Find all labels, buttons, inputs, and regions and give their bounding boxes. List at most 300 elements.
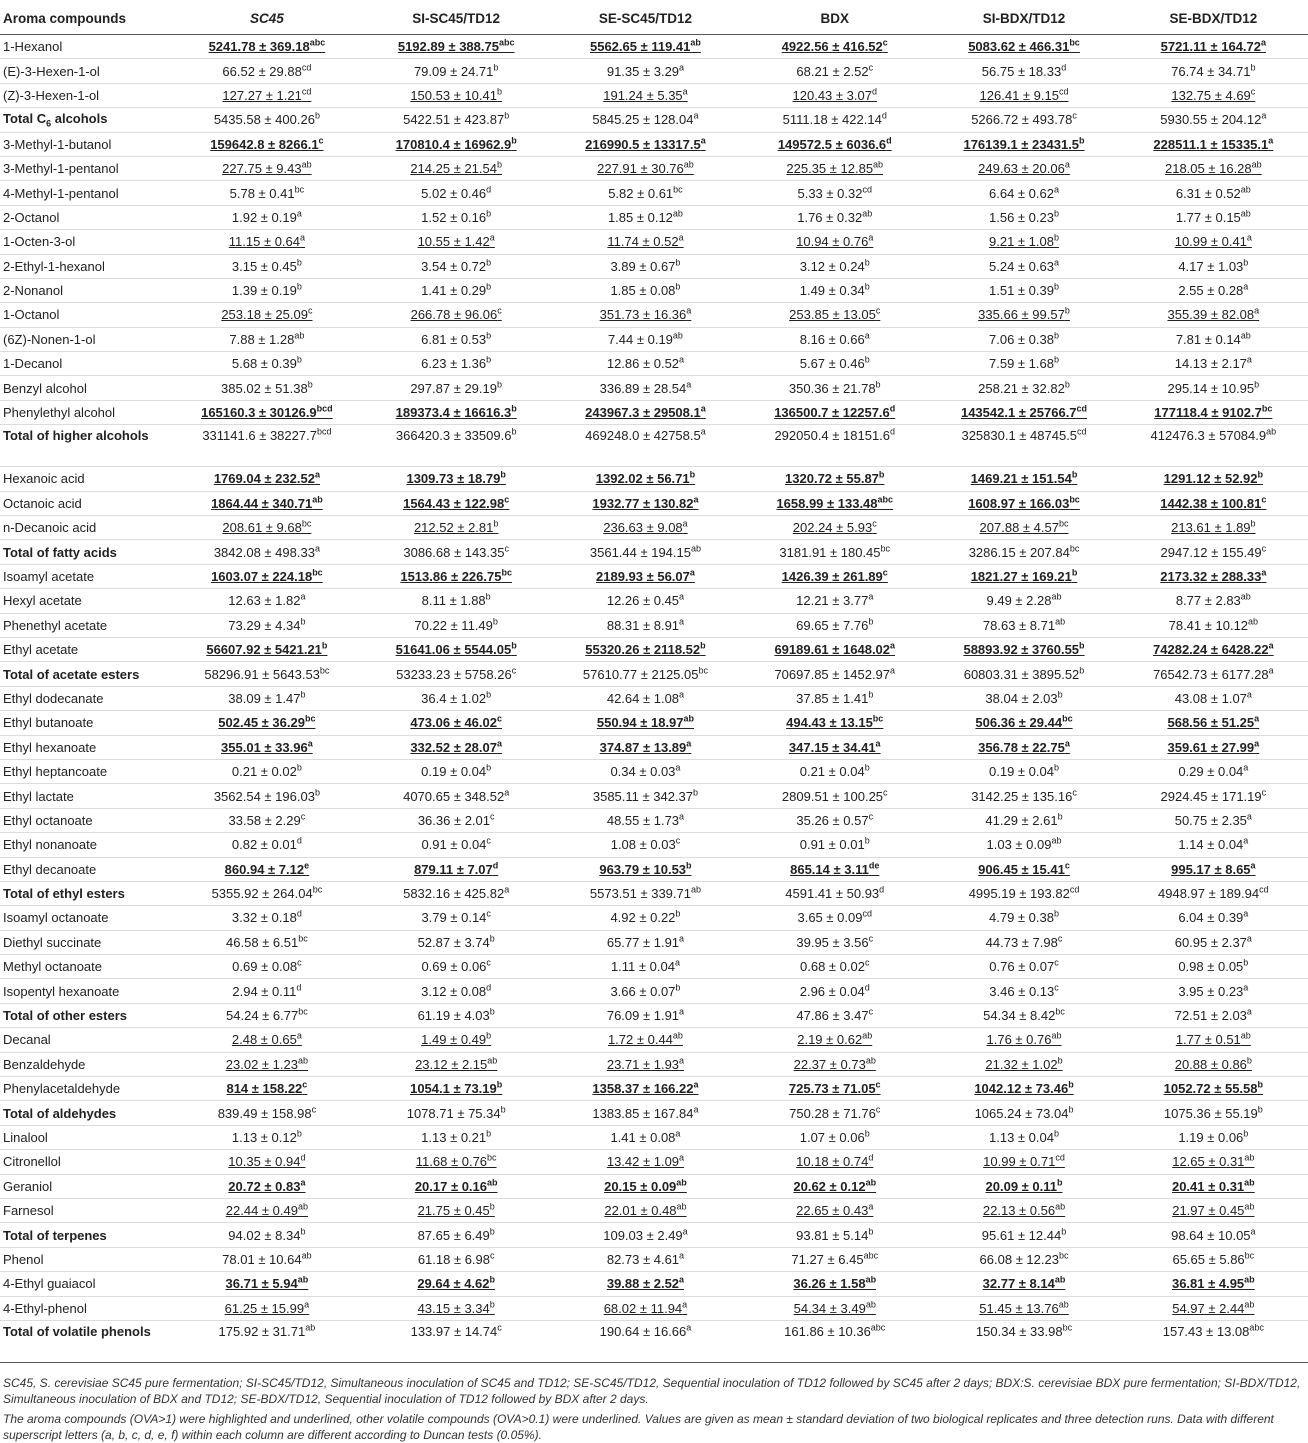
value-cell — [551, 376, 740, 400]
significance-letters: a — [1246, 354, 1252, 365]
significance-letters: bc — [1058, 1250, 1069, 1261]
value-cell — [929, 613, 1118, 637]
significance-letters: b — [1053, 762, 1059, 773]
significance-letters: c — [1054, 982, 1059, 993]
mean-sd-value: 1052.72 ± 55.58 — [1163, 1081, 1258, 1097]
mean-sd-value: 1.41 ± 0.29 — [421, 283, 487, 299]
significance-letters: b — [1057, 811, 1063, 822]
mean-sd-value: 356.78 ± 22.75 — [978, 739, 1065, 755]
significance-letters: b — [864, 835, 870, 846]
table-row — [0, 1003, 1308, 1027]
compound-name: Hexanoic acid — [0, 467, 172, 491]
value-cell — [362, 1125, 551, 1149]
significance-letters: a — [1250, 860, 1256, 871]
significance-letters: a — [1254, 306, 1260, 317]
significance-letters: ab — [691, 884, 702, 895]
value-cell — [740, 784, 929, 808]
mean-sd-value: 1291.12 ± 52.92 — [1163, 471, 1258, 487]
mean-sd-value: 1.13 ± 0.04 — [989, 1129, 1054, 1145]
significance-letters: b — [296, 762, 302, 773]
significance-letters: ab — [672, 1031, 683, 1042]
mean-sd-value: 3.89 ± 0.67 — [610, 258, 676, 274]
value-cell — [740, 327, 929, 351]
mean-sd-value: 350.36 ± 21.78 — [788, 380, 876, 396]
significance-letters: ab — [676, 1177, 687, 1188]
mean-sd-value: 1.41 ± 0.08 — [610, 1129, 676, 1145]
value-cell — [551, 735, 740, 759]
mean-sd-value: 68.02 ± 11.94 — [603, 1300, 683, 1316]
mean-sd-value: 5562.65 ± 119.41 — [589, 39, 691, 55]
value-cell — [362, 881, 551, 905]
significance-letters: ab — [297, 1055, 308, 1066]
value-cell — [740, 1052, 929, 1076]
value-cell — [172, 1223, 361, 1247]
value-cell — [362, 1272, 551, 1296]
value-cell — [551, 1101, 740, 1125]
value-cell — [929, 1320, 1118, 1362]
value-cell — [172, 83, 361, 107]
significance-letters: b — [496, 1079, 503, 1090]
mean-sd-value: 21.75 ± 0.45 — [417, 1203, 490, 1219]
significance-letters: abc — [877, 494, 894, 505]
significance-letters: a — [504, 787, 510, 798]
mean-sd-value: 865.14 ± 3.11 — [790, 861, 869, 877]
value-cell — [740, 425, 929, 467]
significance-letters: a — [864, 330, 870, 341]
compound-name: Benzaldehyde — [0, 1052, 172, 1076]
mean-sd-value: 1.19 ± 0.06 — [1178, 1129, 1244, 1145]
compound-name: 3-Methyl-1-pentanol — [0, 156, 172, 180]
mean-sd-value: 1.03 ± 0.09 — [986, 837, 1052, 853]
header-si-bdx-td12: SI-BDX/TD12 — [929, 6, 1118, 35]
significance-letters: b — [868, 689, 874, 700]
mean-sd-value: 22.65 ± 0.43 — [796, 1203, 869, 1219]
mean-sd-value: 1603.07 ± 224.18 — [211, 569, 313, 584]
significance-letters: ab — [1244, 1201, 1255, 1212]
compound-name: Ethyl octanoate — [0, 808, 172, 832]
significance-letters: b — [1071, 567, 1078, 578]
value-cell — [362, 516, 551, 540]
compound-name: Decanal — [0, 1028, 172, 1052]
compound-name: Ethyl lactate — [0, 784, 172, 808]
mean-sd-value: 190.64 ± 16.66 — [599, 1323, 687, 1339]
compound-name: 4-Ethyl-phenol — [0, 1296, 172, 1320]
significance-letters: bc — [673, 184, 683, 195]
significance-letters: c — [1250, 86, 1256, 97]
table-row — [0, 735, 1308, 759]
significance-letters: b — [1068, 1104, 1074, 1115]
significance-letters: d — [890, 426, 896, 437]
table-row — [0, 613, 1308, 637]
mean-sd-value: 502.45 ± 36.29 — [218, 715, 305, 731]
value-cell — [172, 467, 361, 491]
significance-letters: c — [504, 543, 509, 554]
value-cell — [929, 83, 1118, 107]
significance-letters: a — [1268, 665, 1274, 676]
compound-name: (Z)-3-Hexen-1-ol — [0, 83, 172, 107]
mean-sd-value: 1309.73 ± 18.79 — [406, 471, 501, 487]
mean-sd-value: 7.06 ± 0.38 — [989, 331, 1054, 347]
mean-sd-value: 143542.1 ± 25766.7 — [960, 405, 1077, 421]
significance-letters: ab — [672, 208, 683, 219]
mean-sd-value: 76542.73 ± 6177.28 — [1153, 666, 1269, 682]
significance-letters: cd — [1259, 884, 1269, 895]
value-cell — [740, 857, 929, 881]
mean-sd-value: 4.79 ± 0.38 — [989, 910, 1054, 926]
significance-letters: b — [321, 640, 328, 651]
value-cell — [929, 156, 1118, 180]
mean-sd-value: 54.24 ± 6.77 — [226, 1008, 299, 1024]
mean-sd-value: 12.63 ± 1.82 — [228, 593, 301, 609]
mean-sd-value: 5266.72 ± 493.78 — [971, 112, 1073, 128]
mean-sd-value: 56607.92 ± 5421.21 — [206, 642, 322, 658]
mean-sd-value: 12.86 ± 0.52 — [606, 356, 680, 372]
significance-letters: a — [1246, 933, 1252, 944]
significance-letters: b — [700, 640, 706, 651]
significance-letters: bc — [1069, 543, 1080, 554]
significance-letters: a — [1261, 37, 1267, 48]
mean-sd-value: 325830.1 ± 48745.5 — [961, 428, 1078, 444]
mean-sd-value: 22.01 ± 0.48 — [604, 1203, 677, 1219]
mean-sd-value: 3585.11 ± 342.37 — [592, 788, 694, 804]
mean-sd-value: 36.71 ± 5.94 — [225, 1276, 298, 1292]
value-cell — [172, 1150, 361, 1174]
value-cell — [1119, 254, 1308, 278]
mean-sd-value: 2.96 ± 0.04 — [799, 983, 865, 999]
value-cell — [1119, 1174, 1308, 1198]
mean-sd-value: 66.08 ± 12.23 — [979, 1251, 1059, 1267]
header-bdx: BDX — [740, 6, 929, 35]
significance-letters: b — [300, 689, 306, 700]
value-cell — [172, 1320, 361, 1362]
significance-letters: ab — [294, 330, 305, 341]
significance-letters: a — [1246, 811, 1252, 822]
mean-sd-value: 20.09 ± 0.11 — [985, 1178, 1057, 1194]
compound-name: Phenylacetaldehyde — [0, 1077, 172, 1101]
mean-sd-value: 374.87 ± 13.89 — [599, 739, 687, 755]
mean-sd-value: 3.54 ± 0.72 — [421, 258, 487, 274]
significance-letters: cd — [862, 909, 872, 920]
table-row — [0, 759, 1308, 783]
significance-letters: bc — [301, 518, 312, 529]
value-cell — [1119, 1296, 1308, 1320]
significance-letters: ab — [1055, 616, 1066, 627]
mean-sd-value: 351.73 ± 16.36 — [599, 307, 687, 323]
value-cell — [740, 540, 929, 564]
compound-name: n-Decanoic acid — [0, 516, 172, 540]
mean-sd-value: 65.77 ± 1.91 — [606, 934, 680, 950]
value-cell — [1119, 930, 1308, 954]
value-cell — [551, 784, 740, 808]
value-cell — [172, 400, 361, 424]
mean-sd-value: 176139.1 ± 23431.5 — [963, 136, 1080, 152]
table-row — [0, 979, 1308, 1003]
value-cell — [1119, 1223, 1308, 1247]
compound-name: 1-Octanol — [0, 303, 172, 327]
mean-sd-value: 0.19 ± 0.04 — [989, 764, 1054, 780]
significance-letters: b — [511, 135, 517, 146]
header-se-bdx-td12: SE-BDX/TD12 — [1119, 6, 1308, 35]
value-cell — [929, 491, 1118, 515]
mean-sd-value: 218.05 ± 16.28 — [1164, 161, 1252, 177]
significance-letters: abc — [863, 1250, 879, 1261]
value-cell — [172, 564, 361, 588]
significance-letters: ab — [1240, 330, 1251, 341]
mean-sd-value: 5.02 ± 0.46 — [421, 185, 487, 201]
value-cell — [362, 1052, 551, 1076]
mean-sd-value: 9.21 ± 1.08 — [989, 234, 1054, 250]
value-cell — [362, 1174, 551, 1198]
significance-letters: b — [504, 111, 510, 122]
significance-letters: c — [868, 62, 874, 73]
mean-sd-value: 214.25 ± 21.54 — [410, 161, 497, 177]
significance-letters: b — [1057, 1055, 1063, 1066]
table-row — [0, 1320, 1308, 1362]
mean-sd-value: 1821.27 ± 169.21 — [970, 569, 1072, 584]
value-cell — [1119, 1101, 1308, 1125]
significance-letters: d — [868, 1153, 874, 1164]
mean-sd-value: 3.12 ± 0.08 — [421, 983, 487, 999]
table-row — [0, 881, 1308, 905]
mean-sd-value: 94.02 ± 8.34 — [228, 1227, 301, 1243]
mean-sd-value: 120.43 ± 3.07 — [792, 87, 872, 103]
mean-sd-value: 32.77 ± 8.14 — [982, 1276, 1055, 1292]
significance-letters: ab — [1244, 1177, 1255, 1188]
table-row — [0, 564, 1308, 588]
compound-name: 4-Ethyl guaiacol — [0, 1272, 172, 1296]
significance-letters: b — [864, 1128, 870, 1139]
value-cell — [551, 1272, 740, 1296]
significance-letters: bc — [880, 543, 891, 554]
significance-letters: a — [1243, 909, 1249, 920]
value-cell — [1119, 540, 1308, 564]
value-cell — [551, 230, 740, 254]
significance-letters: b — [1254, 379, 1260, 390]
mean-sd-value: 60803.31 ± 3895.52 — [963, 666, 1080, 682]
significance-letters: d — [296, 909, 302, 920]
significance-letters: a — [682, 518, 688, 529]
value-cell — [551, 156, 740, 180]
mean-sd-value: 22.13 ± 0.56 — [982, 1203, 1056, 1219]
value-cell — [929, 1125, 1118, 1149]
mean-sd-value: 65.65 ± 5.86 — [1172, 1251, 1245, 1267]
mean-sd-value: 253.85 ± 13.05 — [789, 307, 876, 323]
table-row — [0, 955, 1308, 979]
significance-letters: b — [300, 1226, 306, 1237]
table-row — [0, 1052, 1308, 1076]
mean-sd-value: 5.24 ± 0.63 — [989, 258, 1054, 274]
mean-sd-value: 38.09 ± 1.47 — [228, 690, 301, 706]
value-cell — [1119, 400, 1308, 424]
mean-sd-value: 6.64 ± 0.62 — [989, 185, 1054, 201]
mean-sd-value: 82.73 ± 4.61 — [606, 1251, 680, 1267]
table-row — [0, 59, 1308, 83]
significance-letters: ab — [683, 159, 694, 170]
significance-letters: b — [1243, 1128, 1249, 1139]
mean-sd-value: 20.88 ± 0.86 — [1174, 1056, 1247, 1072]
mean-sd-value: 5721.11 ± 164.72 — [1160, 39, 1262, 55]
significance-letters: ab — [297, 1201, 308, 1212]
mean-sd-value: 1.13 ± 0.21 — [421, 1129, 487, 1145]
significance-letters: b — [500, 470, 506, 481]
mean-sd-value: 1.13 ± 0.12 — [231, 1129, 297, 1145]
significance-letters: c — [297, 957, 302, 968]
value-cell — [172, 955, 361, 979]
significance-letters: ab — [676, 1201, 687, 1212]
value-cell — [362, 376, 551, 400]
compound-name: Diethyl succinate — [0, 930, 172, 954]
significance-letters: b — [686, 860, 692, 871]
significance-letters: b — [675, 257, 681, 268]
mean-sd-value: 37.85 ± 1.41 — [796, 690, 869, 706]
significance-letters: cd — [862, 184, 872, 195]
significance-letters: a — [679, 592, 685, 603]
mean-sd-value: 2.48 ± 0.65 — [231, 1032, 297, 1048]
value-cell — [1119, 35, 1308, 59]
mean-sd-value: 1.77 ± 0.15 — [1175, 209, 1241, 225]
table-row — [0, 906, 1308, 930]
mean-sd-value: 2173.32 ± 288.33 — [1160, 569, 1262, 584]
table-row — [0, 930, 1308, 954]
mean-sd-value: 10.99 ± 0.71 — [983, 1154, 1056, 1170]
mean-sd-value: 4948.97 ± 189.94 — [1158, 886, 1260, 902]
value-cell — [362, 979, 551, 1003]
mean-sd-value: 88.31 ± 8.91 — [606, 617, 680, 633]
significance-letters: b — [489, 1006, 495, 1017]
significance-letters: e — [304, 860, 310, 871]
significance-letters: a — [682, 1226, 688, 1237]
significance-letters: b — [314, 111, 320, 122]
value-cell — [1119, 516, 1308, 540]
value-cell — [551, 857, 740, 881]
significance-letters: cd — [301, 62, 312, 73]
significance-letters: c — [486, 957, 491, 968]
value-cell — [1119, 132, 1308, 156]
value-cell — [1119, 303, 1308, 327]
mean-sd-value: 23.02 ± 1.23 — [225, 1056, 298, 1072]
compound-name: Total of higher alcohols — [0, 425, 172, 467]
value-cell — [172, 303, 361, 327]
mean-sd-value: 258.21 ± 32.82 — [978, 380, 1065, 396]
value-cell — [551, 808, 740, 832]
mean-sd-value: 10.99 ± 0.41 — [1174, 234, 1247, 250]
significance-letters: a — [679, 689, 685, 700]
table-row — [0, 327, 1308, 351]
value-cell — [929, 833, 1118, 857]
value-cell — [551, 589, 740, 613]
mean-sd-value: 297.87 ± 29.19 — [410, 380, 497, 396]
significance-letters: ab — [1251, 159, 1262, 170]
significance-letters: a — [693, 111, 699, 122]
value-cell — [740, 83, 929, 107]
value-cell — [1119, 1320, 1308, 1362]
significance-letters: a — [1268, 640, 1274, 651]
value-cell — [929, 808, 1118, 832]
significance-letters: c — [511, 665, 517, 676]
mean-sd-value: 266.78 ± 96.06 — [410, 307, 498, 323]
significance-letters: b — [675, 982, 681, 993]
mean-sd-value: 385.02 ± 51.38 — [221, 380, 308, 396]
value-cell — [929, 425, 1118, 467]
value-cell — [1119, 564, 1308, 588]
compound-name: Total of fatty acids — [0, 540, 172, 564]
significance-letters: a — [1246, 689, 1252, 700]
mean-sd-value: 331141.6 ± 38227.7 — [202, 428, 317, 444]
significance-letters: c — [497, 306, 502, 317]
value-cell — [740, 735, 929, 759]
significance-letters: ab — [1244, 1299, 1255, 1310]
significance-letters: a — [686, 1322, 692, 1333]
table-row — [0, 278, 1308, 302]
significance-letters: a — [679, 62, 685, 73]
value-cell — [551, 833, 740, 857]
significance-letters: a — [1246, 232, 1252, 243]
mean-sd-value: 5435.58 ± 400.26 — [213, 112, 315, 128]
significance-letters: d — [886, 135, 892, 146]
value-cell — [929, 327, 1118, 351]
mean-sd-value: 3.66 ± 0.07 — [610, 983, 676, 999]
value-cell — [362, 1247, 551, 1271]
significance-letters: ab — [1266, 426, 1277, 437]
mean-sd-value: 208.61 ± 9.68 — [222, 520, 302, 536]
mean-sd-value: 906.45 ± 15.41 — [978, 861, 1065, 877]
footnote-abbreviations: SC45, S. cerevisiae SC45 pure fermentation; SI-SC45/TD12, Simultaneous inoculation of SC45 and TD12; SE-SC45/TD12, Sequential inoculation of TD12 followed by SC45 after 2 days; BDX:S. cerevisiae BDX pure fermentation; SI-BDX/TD12, Simultaneous inoculation of BDX and TD12; SE-BDX/TD12, Sequential inoculation of TD12 followed by BDX after 2 days. — [3, 1375, 1301, 1406]
value-cell — [362, 1320, 551, 1362]
mean-sd-value: 3561.44 ± 194.15 — [589, 544, 691, 560]
significance-letters: a — [682, 86, 688, 97]
significance-letters: b — [875, 379, 881, 390]
mean-sd-value: 249.63 ± 20.06 — [978, 161, 1065, 177]
value-cell — [172, 327, 361, 351]
value-cell — [362, 35, 551, 59]
significance-letters: a — [675, 1128, 681, 1139]
mean-sd-value: 70.22 ± 11.49 — [414, 617, 493, 633]
value-cell — [740, 1174, 929, 1198]
mean-sd-value: 1864.44 ± 340.71 — [211, 495, 313, 511]
significance-letters: bc — [872, 714, 884, 725]
mean-sd-value: 3842.08 ± 498.33 — [213, 544, 315, 560]
value-cell — [362, 1198, 551, 1222]
value-cell — [551, 400, 740, 424]
mean-sd-value: 98.64 ± 10.05 — [1171, 1227, 1251, 1243]
table-row — [0, 205, 1308, 229]
significance-letters: d — [1061, 62, 1067, 73]
value-cell — [740, 400, 929, 424]
value-cell — [172, 156, 361, 180]
significance-letters: ab — [683, 714, 695, 725]
mean-sd-value: 1426.39 ± 261.89 — [781, 569, 883, 584]
mean-sd-value: 70697.85 ± 1452.97 — [774, 666, 891, 682]
significance-letters: ab — [865, 1055, 876, 1066]
significance-letters: a — [700, 426, 706, 437]
mean-sd-value: 0.34 ± 0.03 — [610, 764, 676, 780]
value-cell — [362, 230, 551, 254]
value-cell — [551, 1150, 740, 1174]
significance-letters: c — [1054, 957, 1059, 968]
significance-letters: b — [496, 379, 502, 390]
significance-letters: bc — [304, 714, 316, 725]
value-cell — [929, 711, 1118, 735]
value-cell — [1119, 857, 1308, 881]
value-cell — [740, 35, 929, 59]
mean-sd-value: 133.97 ± 14.74 — [410, 1323, 498, 1339]
value-cell — [362, 181, 551, 205]
mean-sd-value: 50.75 ± 2.35 — [1174, 812, 1247, 828]
significance-letters: c — [302, 1079, 308, 1090]
value-cell — [551, 181, 740, 205]
value-cell — [740, 181, 929, 205]
value-cell — [929, 1174, 1118, 1198]
